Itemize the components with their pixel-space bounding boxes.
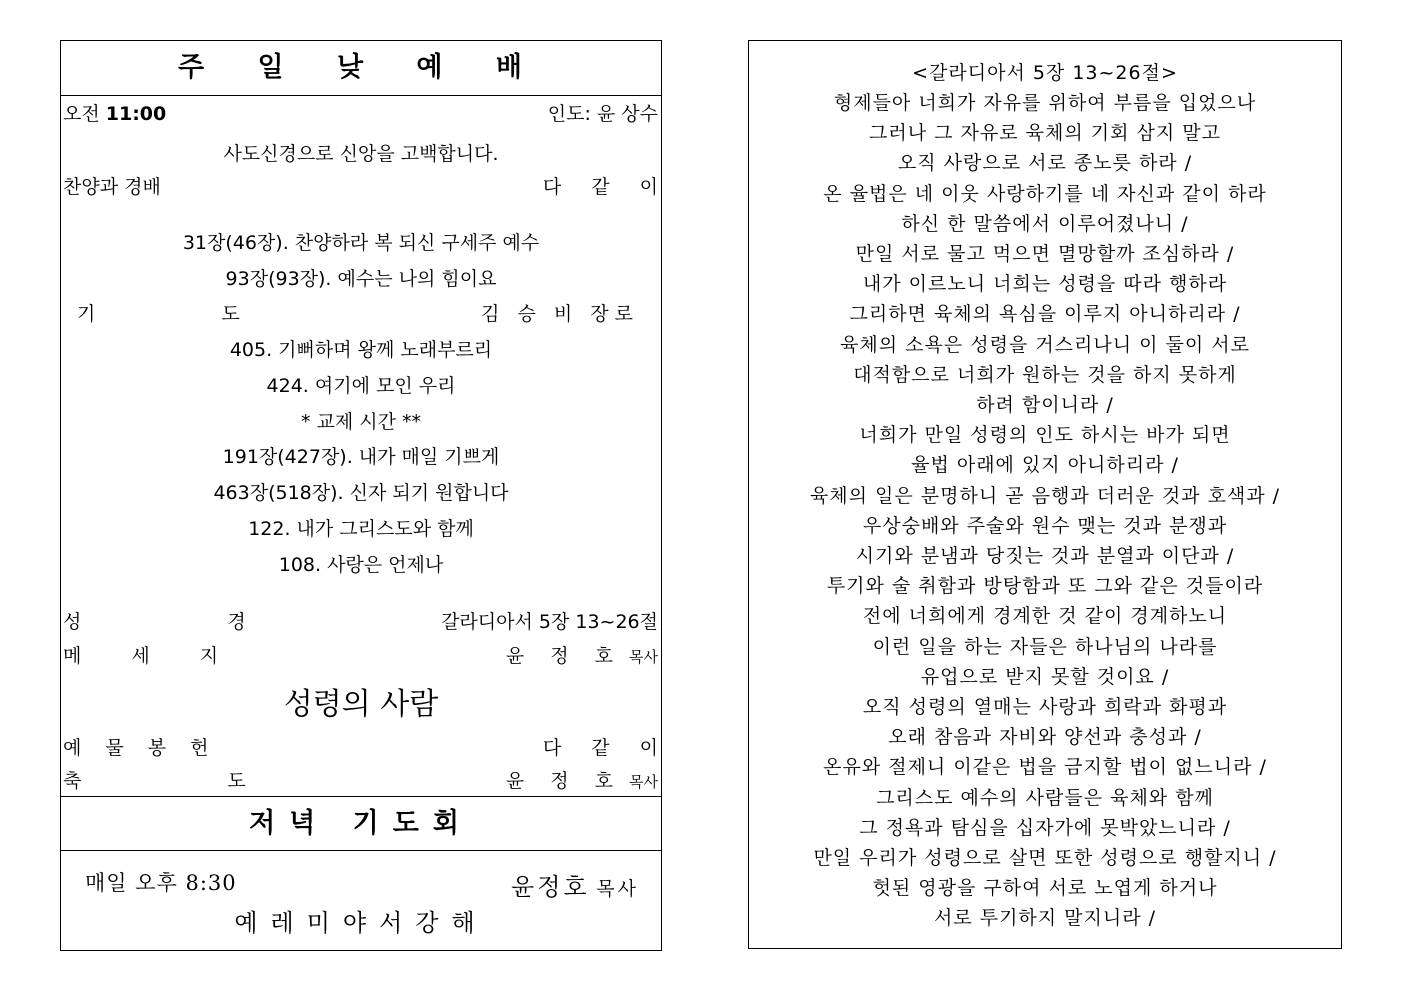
evening-service-title: 저녁 기도회 [249,808,473,839]
scripture-line: 하려 함이니라 / [976,394,1114,416]
scripture-ref: 갈라디아서 5장 13~26절 [441,611,658,633]
message-row [61,641,661,671]
scripture-line: 육체의 일은 분명하니 곧 음행과 더러운 것과 호색과 / [809,484,1281,507]
prayer-row [61,299,661,329]
benediction-who: 윤 정 호 [505,770,623,792]
hymn-line: 405. 기뻐하며 왕께 노래부르리 [229,339,493,361]
message-who: 윤 정 호 [505,645,623,667]
leader-text: 인도: 윤 상수 [547,103,658,125]
prayer-who: 김 승 비 장로 [481,303,639,325]
scripture-line: 내가 이르노니 너희는 성령을 따라 행하라 [862,273,1228,296]
scripture-line: 서로 투기하지 말지니라 / [933,907,1157,930]
praise-label: 찬양과 경배 [63,176,161,198]
scripture-line: 전에 너희에게 경계한 것 같이 경계하노니 [862,605,1228,628]
scripture-line: 오직 사랑으로 서로 종노릇 하라 / [897,152,1193,175]
hymn-line: 122. 내가 그리스도와 함께 [248,518,474,540]
scripture-line: 우상숭배와 주술와 원수 맺는 것과 분쟁과 [862,514,1228,537]
message-label: 메 세 지 [63,645,241,667]
scripture-line: 그리스도 예수의 사람들은 육체와 함께 [876,786,1214,809]
evening-time-row [61,867,661,901]
praise-who: 다 같 이 [542,176,670,198]
hymn-line: 191장(427장). 내가 매일 기쁘게 [222,446,500,468]
scripture-line: 온유와 절제니 이같은 법을 금지할 법이 없느니라 / [823,756,1267,779]
time-label: 오전 [63,103,100,125]
scripture-line: 대적함으로 너희가 원하는 것을 하지 못하게 [853,363,1237,386]
offering-label: 예 물 봉 헌 [63,737,218,759]
sunday-service-header [61,41,661,96]
scripture-line: 시기와 분냄과 당짓는 것과 분열과 이단과 / [855,545,1235,567]
scripture-line: 투기와 술 취함과 방탕함과 또 그와 같은 것들이라 [826,575,1264,598]
scripture-line: 형제들아 너희가 자유를 위하여 부름을 입었으나 [833,92,1257,114]
benediction-label: 축 도 [63,770,316,792]
evening-time: 매일 오후 8:30 [85,871,237,895]
scripture-line: 만일 서로 물고 먹으면 멸망할까 조심하라 / [855,243,1235,265]
scripture-panel [748,40,1342,949]
prayer-label: 기 도 [77,303,300,325]
scripture-line: 오직 성령의 열매는 사랑과 희락과 화평과 [862,696,1228,718]
evening-service-header [61,796,661,851]
hymn-line: 93장(93장). 예수는 나의 힘이요 [225,268,497,290]
scripture-heading: <갈라디아서 5장 13~26절> [912,62,1178,84]
evening-who: 윤정호 [511,873,590,901]
evening-subject: 예레미야서강해 [234,909,488,937]
scripture-line: 만일 우리가 성령으로 살면 또한 성령으로 행할지니 / [813,847,1277,869]
pastor-title: 목사 [629,773,658,791]
scripture-line: 그러나 그 자유로 육체의 기회 삼지 말고 [869,122,1221,145]
fellowship-line: * 교제 시간 ** [300,411,422,433]
service-time-row [61,99,661,129]
offering-row [61,733,670,763]
scripture-line: 육체의 소욕은 성령을 거스리나니 이 둘이 서로 [840,333,1250,356]
sunday-service-title: 주 일 낮 예 배 [177,52,544,83]
scripture-line: 온 율법은 네 이웃 사랑하기를 네 자신과 같이 하라 [823,182,1267,205]
scripture-label: 성 경 [63,611,316,633]
pastor-title: 목사 [629,648,658,666]
worship-order-panel [60,40,670,951]
scripture-line: 오래 참음과 자비와 양선과 충성과 / [888,726,1202,749]
scripture-line: 하신 한 말씀에서 이루어졌나니 / [901,212,1189,235]
pastor-title: 목사 [596,878,639,900]
scripture-line: 그 정욕과 탐심을 십자가에 못박았느니라 / [859,816,1231,839]
benediction-row [61,766,661,796]
scripture-line: 이런 일을 하는 자들은 하나님의 나라를 [872,635,1218,658]
scripture-line: 헛된 영광을 구하여 서로 노엽게 하거나 [872,877,1218,900]
scripture-line: 그리하면 육체의 욕심을 이루지 아니하리라 / [849,303,1241,326]
hymn-line: 108. 사랑은 언제나 [278,554,444,576]
offering-who: 다 같 이 [542,737,670,759]
scripture-line: 율법 아래에 있지 아니하리라 / [911,454,1179,477]
creed-text: 사도신경으로 신앙을 고백합니다. [223,143,499,165]
scripture-line: 유업으로 받지 못할 것이요 / [920,665,1170,688]
hymn-line: 424. 여기에 모인 우리 [266,375,456,397]
sermon-title: 성령의 사람 [283,687,439,722]
scripture-line: 너희가 만일 성령의 인도 하시는 바가 되면 [859,424,1231,447]
hymn-line: 31장(46장). 찬양하라 복 되신 구세주 예수 [182,232,540,254]
hymn-line: 463장(518장). 신자 되기 원합니다 [213,482,509,504]
scripture-row [61,607,661,637]
time-value: 11:00 [105,103,167,125]
praise-row [61,172,670,202]
